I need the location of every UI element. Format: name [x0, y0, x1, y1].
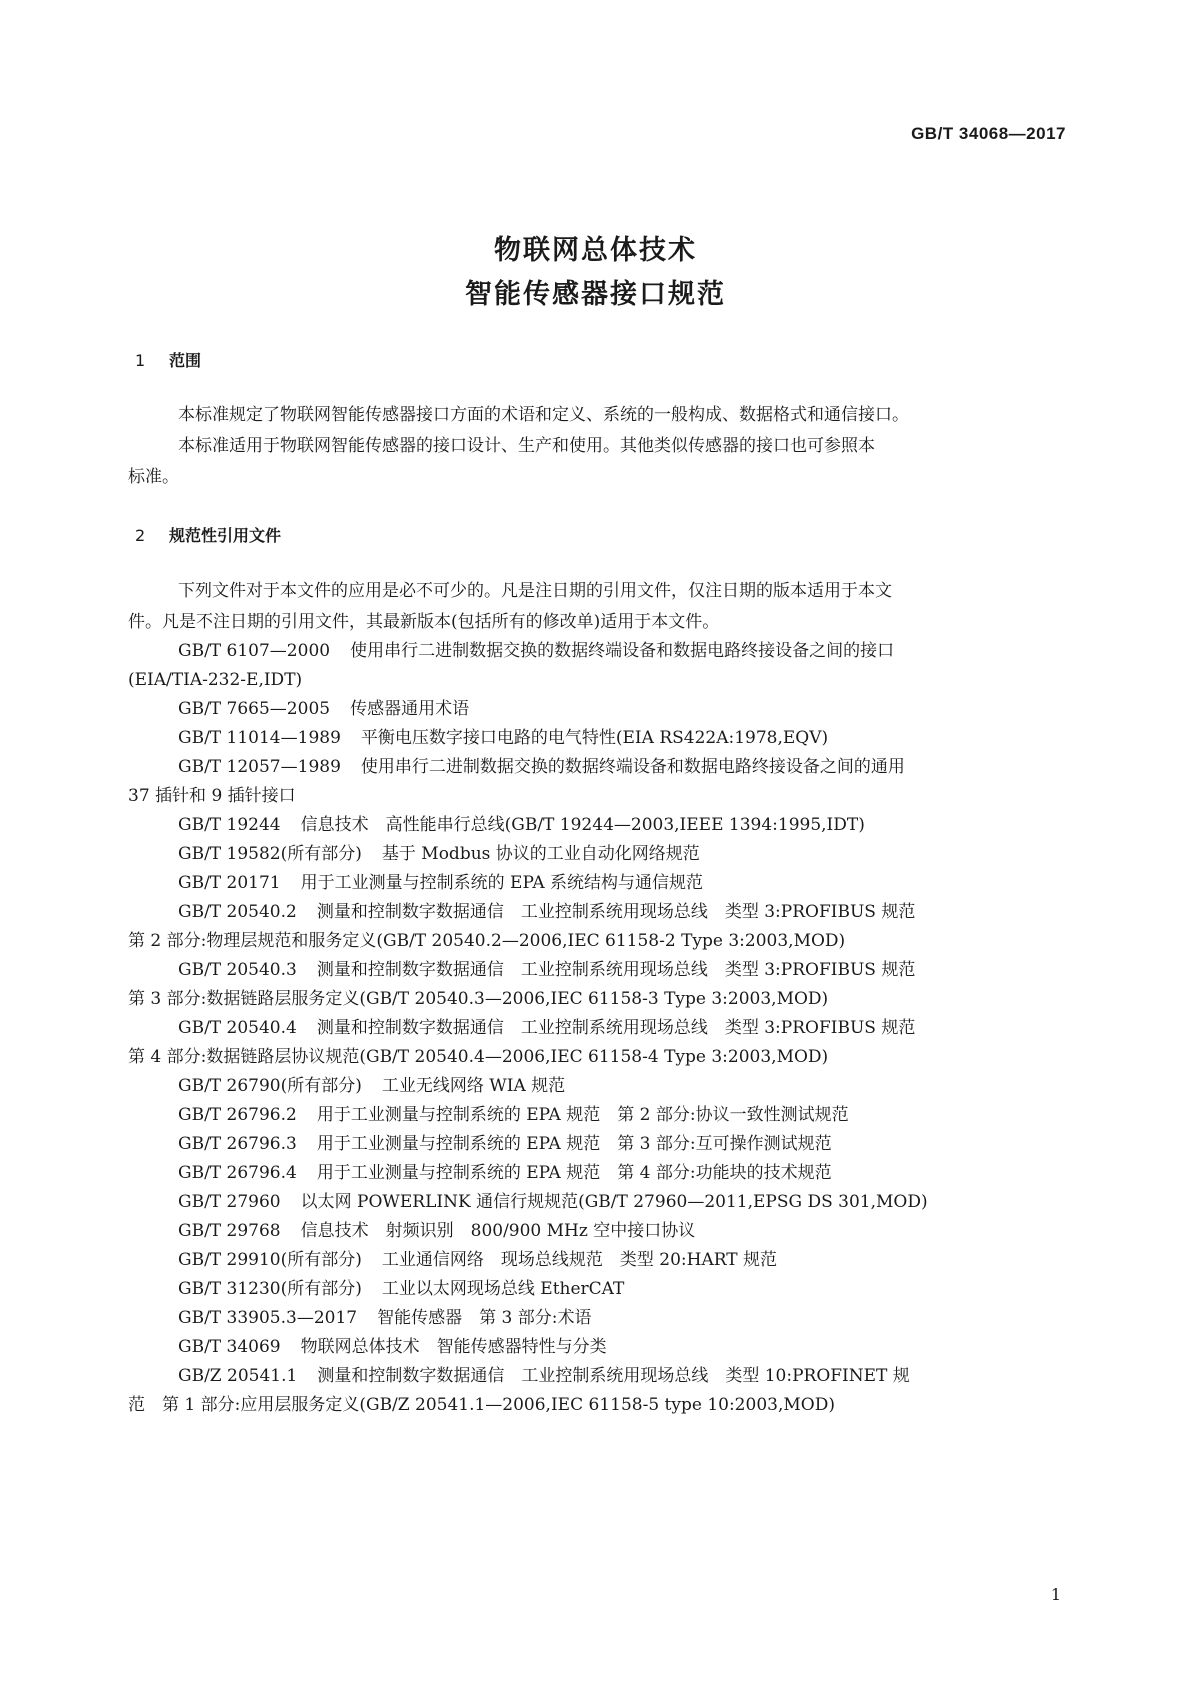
reference-code: GB/T 27960: [178, 1192, 281, 1212]
reference-item: [128, 839, 1058, 870]
section-2-heading: [135, 523, 281, 546]
section-title: 范围: [169, 351, 202, 370]
reference-title: 用于工业测量与控制系统的 EPA 规范 第 4 部分:功能块的技术规范: [316, 1163, 832, 1183]
reference-code: GB/T 26790(所有部分): [178, 1076, 362, 1096]
reference-code: GB/T 6107—2000: [178, 641, 331, 661]
reference-title: 信息技术 高性能串行总线(GB/T 19244—2003,IEEE 1394:1995,IDT): [300, 815, 865, 835]
reference-item: [128, 1274, 1058, 1305]
paragraph-line: 标准。: [128, 467, 179, 487]
reference-title: 传感器通用术语: [350, 699, 470, 719]
reference-title: 信息技术 射频识别 800/900 MHz 空中接口协议: [300, 1221, 696, 1241]
reference-continuation: 第 3 部分:数据链路层服务定义(GB/T 20540.3—2006,IEC 61158-3 Type 3:2003,MOD): [128, 989, 829, 1009]
reference-item: [128, 1129, 1058, 1160]
reference-code: GB/T 19244: [178, 815, 281, 835]
reference-item: [128, 723, 1058, 754]
reference-item: [128, 694, 1058, 725]
document-title-line-1: 物联网总体技术: [494, 235, 697, 266]
scope-paragraph-2: [128, 431, 1058, 493]
reference-continuation: 第 4 部分:数据链路层协议规范(GB/T 20540.4—2006,IEC 61158-4 Type 3:2003,MOD): [128, 1047, 829, 1067]
reference-item: [128, 1245, 1058, 1276]
paragraph-line: 件。凡是不注日期的引用文件，其最新版本(包括所有的修改单)适用于本文件。: [128, 612, 720, 632]
document-title-line-2: 智能传感器接口规范: [465, 279, 726, 310]
reference-code: GB/T 26796.3: [178, 1134, 297, 1154]
reference-item: [128, 955, 1058, 986]
reference-code: GB/T 7665—2005: [178, 699, 331, 719]
reference-code: GB/T 26796.2: [178, 1105, 297, 1125]
reference-continuation: (EIA/TIA-232-E,IDT): [128, 670, 303, 690]
section-number: 2: [135, 526, 146, 545]
reference-item: [128, 1361, 1058, 1392]
reference-code: GB/T 20540.2: [178, 902, 297, 922]
reference-item: [128, 1187, 1058, 1218]
paragraph-line: 下列文件对于本文件的应用是必不可少的。凡是注日期的引用文件，仅注日期的版本适用于本文: [178, 581, 892, 601]
reference-title: 工业通信网络 现场总线规范 类型 20:HART 规范: [381, 1250, 777, 1270]
reference-item: [128, 1100, 1058, 1131]
paragraph-line: 本标准适用于物联网智能传感器的接口设计、生产和使用。其他类似传感器的接口也可参照本: [178, 436, 875, 456]
reference-code: GB/T 33905.3—2017: [178, 1308, 358, 1328]
reference-item: [128, 1303, 1058, 1334]
reference-item: [128, 1071, 1058, 1102]
reference-title: 测量和控制数字数据通信 工业控制系统用现场总线 类型 10:PROFINET 规: [317, 1366, 910, 1386]
paragraph-line: 本标准规定了物联网智能传感器接口方面的术语和定义、系统的一般构成、数据格式和通信接口。: [178, 405, 909, 425]
page-number: 1: [1050, 1585, 1061, 1604]
reference-code: GB/T 20540.3: [178, 960, 297, 980]
reference-continuation: 第 2 部分:物理层规范和服务定义(GB/T 20540.2—2006,IEC 61158-2 Type 3:2003,MOD): [128, 931, 846, 951]
reference-item: [128, 752, 1058, 783]
reference-title: 基于 Modbus 协议的工业自动化网络规范: [381, 844, 700, 864]
reference-code: GB/T 20540.4: [178, 1018, 297, 1038]
section-1-heading: [135, 348, 201, 371]
reference-title: 使用串行二进制数据交换的数据终端设备和数据电路终接设备之间的通用: [360, 757, 905, 777]
reference-item: [128, 1332, 1058, 1363]
reference-title: 测量和控制数字数据通信 工业控制系统用现场总线 类型 3:PROFIBUS 规范: [316, 960, 916, 980]
reference-title: 测量和控制数字数据通信 工业控制系统用现场总线 类型 3:PROFIBUS 规范: [316, 1018, 916, 1038]
reference-code: GB/T 29910(所有部分): [178, 1250, 362, 1270]
reference-code: GB/T 12057—1989: [178, 757, 341, 777]
scope-paragraph-1: [128, 400, 1058, 431]
reference-title: 工业无线网络 WIA 规范: [381, 1076, 566, 1096]
reference-item: [128, 868, 1058, 899]
reference-item: [128, 897, 1058, 928]
reference-code: GB/T 34069: [178, 1337, 281, 1357]
reference-continuation: 37 插针和 9 插针接口: [128, 786, 296, 806]
reference-title: 用于工业测量与控制系统的 EPA 规范 第 3 部分:互可操作测试规范: [316, 1134, 832, 1154]
reference-code: GB/Z 20541.1: [178, 1366, 298, 1386]
reference-title: 测量和控制数字数据通信 工业控制系统用现场总线 类型 3:PROFIBUS 规范: [316, 902, 916, 922]
section-number: 1: [135, 351, 146, 370]
reference-code: GB/T 26796.4: [178, 1163, 297, 1183]
reference-code: GB/T 19582(所有部分): [178, 844, 362, 864]
reference-code: GB/T 20171: [178, 873, 281, 893]
section-title: 规范性引用文件: [169, 526, 282, 545]
reference-title: 用于工业测量与控制系统的 EPA 规范 第 2 部分:协议一致性测试规范: [316, 1105, 849, 1125]
standard-code: GB/T 34068—2017: [911, 124, 1066, 143]
reference-item: [128, 1216, 1058, 1247]
reference-item: [128, 810, 1058, 841]
reference-item: [128, 1013, 1058, 1044]
reference-title: 平衡电压数字接口电路的电气特性(EIA RS422A:1978,EQV): [360, 728, 829, 748]
reference-code: GB/T 11014—1989: [178, 728, 341, 748]
reference-continuation: 范 第 1 部分:应用层服务定义(GB/Z 20541.1—2006,IEC 61158-5 type 10:2003,MOD): [128, 1395, 835, 1415]
reference-title: 智能传感器 第 3 部分:术语: [377, 1308, 592, 1328]
reference-item: [128, 1158, 1058, 1189]
reference-code: GB/T 31230(所有部分): [178, 1279, 362, 1299]
reference-title: 使用串行二进制数据交换的数据终端设备和数据电路终接设备之间的接口: [350, 641, 895, 661]
reference-code: GB/T 29768: [178, 1221, 281, 1241]
reference-title: 工业以太网现场总线 EtherCAT: [381, 1279, 625, 1299]
reference-title: 以太网 POWERLINK 通信行规规范(GB/T 27960—2011,EPSG DS 301,MOD): [300, 1192, 928, 1212]
references-intro: [128, 576, 1058, 638]
reference-item: [128, 636, 1058, 667]
reference-title: 用于工业测量与控制系统的 EPA 系统结构与通信规范: [300, 873, 703, 893]
reference-title: 物联网总体技术 智能传感器特性与分类: [300, 1337, 607, 1357]
